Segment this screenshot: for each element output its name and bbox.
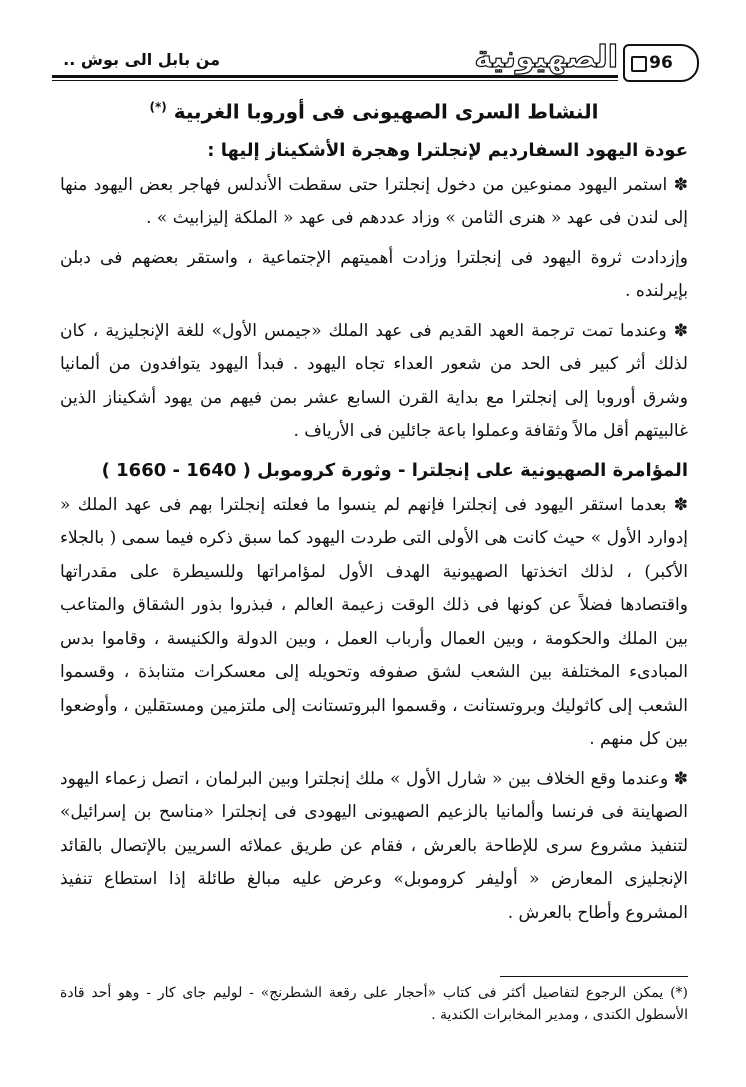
footnote: (*) يمكن الرجوع لتفاصيل أكثر فى كتاب «أحجار على رقعة الشطرنج» - لوليم جاى كار - وهو أحد قادة الأسطول الكندى ، ومدير المخابرات الكندية .	[60, 985, 688, 1023]
footnote-marker: (*)	[149, 100, 167, 114]
header-rule	[52, 75, 618, 78]
page-body	[60, 90, 688, 930]
book-title: الصهيونية	[474, 40, 618, 75]
section-title-text: النشاط السرى الصهيونى فى أوروبا الغربية	[173, 99, 599, 124]
paragraph: وإزدادت ثروة اليهود فى إنجلترا وزادت أهميتهم الإجتماعية ، واستقر بعضهم فى دبلن بإيرلنده .	[60, 247, 688, 302]
paragraph: ✽ استمر اليهود ممنوعين من دخول إنجلترا حتى سقطت الأندلس فهاجر بعض اليهود منها إلى لندن فى عهد « هنرى الثامن » وزاد عددهم فى عهد « الملكة إليزابيث » .	[60, 174, 688, 229]
paragraph: ✽ وعندما وقع الخلاف بين « شارل الأول » ملك إنجلترا وبين البرلمان ، اتصل زعماء اليهود الصهاينة فى فرنسا وألمانيا بالزعيم الصهيونى اليهودى فى إنجلترا «مناسح بن إسرائيل» لتنفيذ مشروع سرى للإطاحة بالعرش ، فقام عن طريق عملائه السريين بالإتصال بالقائد الإنجليزى المعارض « أوليفر كروموبل» وعرض عليه مبالغ طائلة إذا استطاع تنفيذ المشروع وأطاح بالعرش .	[60, 768, 688, 923]
paragraph: ✽ بعدما استقر اليهود فى إنجلترا فإنهم لم ينسوا ما فعلته إنجلترا بهم فى عهد الملك « إدوارد الأول » حيث كانت هى الأولى التى طردت اليهود كما سبق ذكره فيما سمى ( بالجلاء الأكبر) ، لذلك اتخذتها الصهيونية الهدف الأول لمؤامراتها وللسيطرة على مقدراتها واقتصادها فضلاً عن كونها فى ذلك الوقت زعيمة العالم ، فبذروا بذور الشقاق والمتاعب بين الملك والحكومة ، وبين العمال وأرباب العمل ، وبين الدولة والكنيسة ، وقاموا بدس المبادىء المختلفة بين الشعب لشق صفوفه وتحويله إلى معسكرات متنابذة ، وقسموا الشعب إلى كاثوليك وبروتستانت ، وقسموا البروتستانت إلى ملتزمين ومستقلين ، وأوضعوا بين كل منهم .	[60, 494, 688, 750]
book-subtitle: .. من بابل الى بوش	[63, 50, 220, 69]
header-rule-thin	[52, 80, 618, 81]
paragraph: ✽ وعندما تمت ترجمة العهد القديم فى عهد الملك «جيمس الأول» للغة الإنجليزية ، كان لذلك أثر كبير فى الحد من شعور العداء تجاه اليهود . فبدأ اليهود يتوافدون من ألمانيا وشرق أوروبا إلى إنجلترا مع بداية القرن السابع عشر بمن فيهم من يهود أشكيناز الذين غالبيتهم أقل مالاً وثقافة وعملوا باعة جائلين فى الأرياف .	[60, 320, 688, 442]
subheading-sephardi-return: عودة اليهود السفارديم لإنجلترا وهجرة الأشكيناز إليها :	[207, 139, 688, 161]
page-number-badge	[623, 44, 699, 82]
section-title	[60, 90, 688, 129]
page-number: 96	[649, 53, 673, 73]
subheading-conspiracy-england: المؤامرة الصهيونية على إنجلترا - وثورة كروموبل ( 1640 - 1660 )	[101, 459, 688, 481]
ornament-icon	[631, 56, 647, 72]
footnote-separator	[500, 976, 688, 977]
running-header	[50, 40, 698, 88]
